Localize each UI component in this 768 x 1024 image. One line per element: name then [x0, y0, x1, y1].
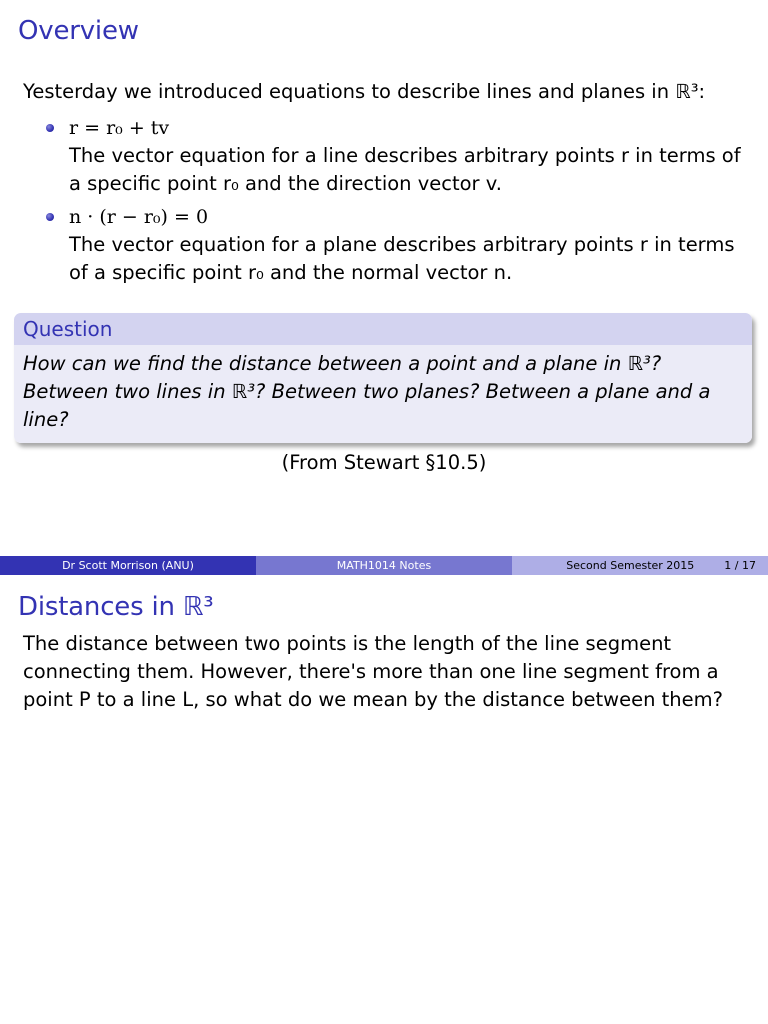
list-item: [0, 114, 749, 198]
question-body: How can we find the distance between a point and a plane in ℝ³? Between two lines in ℝ³? Between two planes? Between a plane and a line?: [14, 345, 752, 443]
bullet-list: [0, 114, 768, 287]
distance-explanation: The distance between two points is the length of the line segment connecting them. However, there's more than one line segment from a point P to a line L, so what do we mean by the distance between them?: [23, 632, 724, 711]
bullet-icon: [46, 213, 54, 221]
list-item: [0, 203, 749, 287]
plane-equation-description: The vector equation for a plane describes arbitrary points r in terms of a specific point r₀ and the normal vector n.: [69, 233, 735, 284]
line-equation-description: The vector equation for a line describes arbitrary points r in terms of a specific point r₀ and the direction vector v.: [69, 144, 741, 195]
footer-course: MATH1014 Notes: [256, 556, 512, 575]
footer-bar: [0, 556, 768, 575]
question-header: Question: [14, 313, 752, 345]
question-block: [14, 313, 752, 443]
plane-equation: n · (r − r₀) = 0: [69, 206, 209, 228]
footer-page-number: 1 / 17: [724, 559, 756, 572]
footer-info: [512, 556, 768, 575]
source-note: (From Stewart §10.5): [281, 451, 487, 474]
line-equation: r = r₀ + tv: [69, 117, 170, 139]
footer-semester: Second Semester 2015: [566, 559, 695, 572]
intro-text: Yesterday we introduced equations to describe lines and planes in ℝ³:: [23, 80, 706, 103]
footer-author: Dr Scott Morrison (ANU): [0, 556, 256, 575]
slide-distances: [0, 576, 768, 1024]
bullet-icon: [46, 124, 54, 132]
frame-title: Distances in ℝ³: [18, 592, 214, 622]
frame-title: Overview: [18, 16, 139, 46]
